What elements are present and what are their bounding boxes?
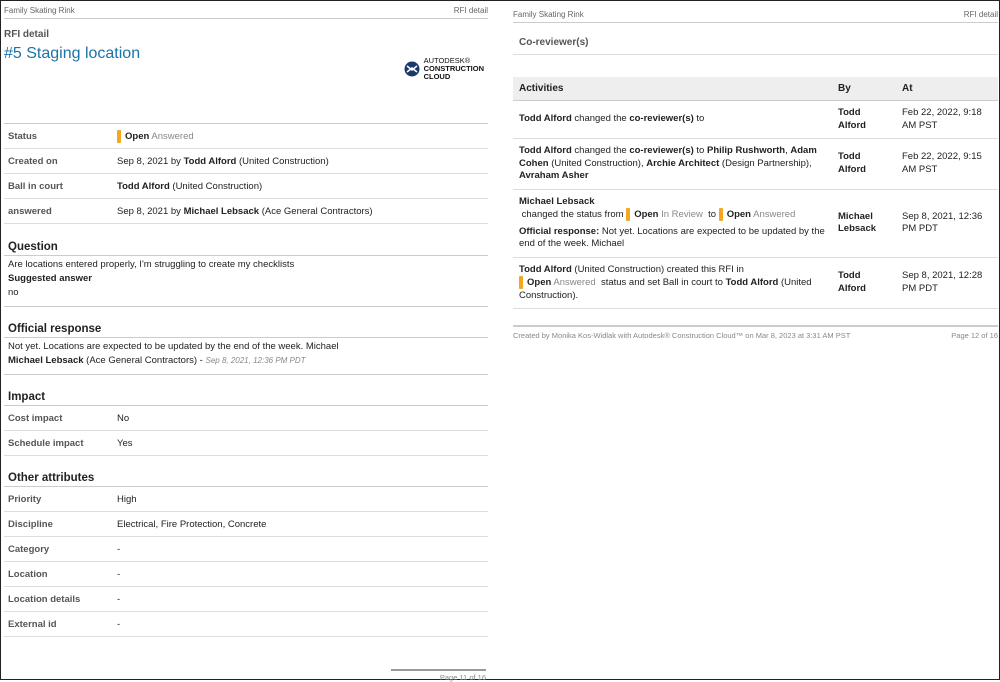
activities-table — [513, 77, 998, 309]
created-value — [113, 149, 488, 174]
official-response-text: Not yet. Locations are expected to be updated by the end of the week. Michael — [8, 341, 339, 352]
attr-row — [4, 612, 488, 637]
answered-row — [4, 199, 488, 224]
attr-row — [4, 487, 488, 512]
co-reviewer-org: (Design Partnership), — [721, 157, 812, 169]
page-header — [4, 2, 488, 19]
activity-to: to — [696, 145, 705, 156]
activity-row — [513, 189, 998, 257]
at-header: At — [896, 77, 998, 101]
attr-value: - — [113, 612, 488, 637]
logo-line-1: AUTODESK® — [423, 56, 471, 65]
to-status-sub: Answered — [753, 209, 796, 221]
created-date: Sep 8, 2021 by — [117, 155, 181, 167]
attr-label: External id — [4, 612, 113, 637]
page-number: Page 12 of 16 — [951, 331, 998, 341]
co-reviewer-name: Adam Cohen — [519, 145, 817, 169]
activity-field: co-reviewer(s) — [629, 113, 694, 125]
rfi-title: #5 Staging location — [4, 45, 141, 62]
page-11 — [4, 2, 488, 682]
created-by: Todd Alford — [183, 155, 237, 167]
cost-impact-value: No — [113, 406, 488, 431]
activity-actor: Michael Lebsack — [519, 195, 595, 207]
attr-row — [4, 562, 488, 587]
attr-label: Location details — [4, 587, 113, 612]
ball-label: Ball in court — [4, 174, 113, 199]
status-subtext: Answered — [553, 277, 596, 289]
activity-field: co-reviewer(s) — [629, 145, 694, 156]
status-value — [113, 124, 488, 149]
suggested-answer-value: no — [8, 287, 19, 298]
activity-verb: changed the status from — [521, 209, 624, 221]
ball-value — [113, 174, 488, 199]
activity-verb: changed the — [574, 113, 627, 125]
status-row — [4, 124, 488, 149]
activity-by: Michael Lebsack — [832, 189, 896, 257]
co-reviewer-org: (United Construction), — [551, 157, 644, 169]
official-response-label: Official response: — [519, 225, 600, 237]
suggested-answer-label: Suggested answer — [8, 273, 92, 284]
status-chip — [719, 208, 723, 221]
official-response-body — [4, 337, 488, 375]
cost-impact-label: Cost impact — [4, 406, 113, 431]
activity-to: to — [708, 209, 717, 221]
created-org: (United Construction) — [238, 155, 329, 167]
attr-label: Location — [4, 562, 113, 587]
project-name: Family Skating Rink — [513, 10, 584, 19]
activity-text — [513, 101, 832, 139]
activity-verb: changed the — [574, 145, 627, 156]
official-response-heading: Official response — [8, 323, 102, 335]
activity-at: Feb 22, 2022, 9:15 AM PST — [896, 139, 998, 190]
attr-value: - — [113, 562, 488, 587]
rfi-label: RFI detail — [4, 29, 50, 40]
status-subtext: Answered — [151, 130, 194, 142]
impact-heading: Impact — [8, 391, 46, 403]
details-table — [4, 123, 488, 224]
answered-by: Michael Lebsack — [183, 205, 260, 217]
autodesk-logo — [404, 57, 484, 81]
activity-row — [513, 257, 998, 309]
by-header: By — [832, 77, 896, 101]
activity-by: Todd Alford — [832, 257, 896, 309]
activity-at: Sep 8, 2021, 12:28 PM PDT — [896, 257, 998, 309]
activity-row — [513, 101, 998, 139]
activity-by: Todd Alford — [832, 101, 896, 139]
schedule-impact-value: Yes — [113, 431, 488, 456]
activity-verb: (United Construction) created this RFI in — [574, 263, 744, 275]
question-text: Are locations entered properly, I'm struggling to create my checklists — [8, 259, 295, 270]
activity-row — [513, 139, 998, 190]
created-row — [4, 149, 488, 174]
status-chip — [626, 208, 630, 221]
created-label: Created on — [4, 149, 113, 174]
activity-text: Todd Alford changed the co-reviewer(s) to Philip Rushworth, Adam Cohen (United Construction), Archie Architect (Design Partnership), Avraham Asher — [513, 139, 832, 190]
co-reviewer-name: Archie Architect — [646, 157, 720, 169]
ball-name: Todd Alford — [117, 180, 170, 192]
impact-table — [4, 405, 488, 456]
activity-actor: Todd Alford — [519, 113, 572, 125]
doc-type: RFI detail — [453, 6, 488, 15]
schedule-impact-label: Schedule impact — [4, 431, 113, 456]
response-org: (Ace General Contractors) - — [86, 355, 203, 366]
activity-to: to — [696, 113, 705, 125]
activity-actor: Todd Alford — [519, 145, 572, 156]
page-12 — [513, 2, 998, 340]
co-reviewers-label: Co-reviewer(s) — [513, 23, 998, 55]
status-chip — [519, 276, 523, 289]
activity-detail: status and set Ball in court to — [600, 277, 723, 289]
question-body — [4, 255, 488, 307]
answered-date: Sep 8, 2021 by — [117, 205, 181, 217]
attr-row — [4, 537, 488, 562]
attr-value: - — [113, 587, 488, 612]
status-chip — [117, 130, 121, 143]
answered-value — [113, 199, 488, 224]
schedule-impact-row — [4, 431, 488, 456]
response-author: Michael Lebsack — [8, 355, 84, 366]
activity-text — [513, 257, 832, 309]
page-header — [513, 6, 998, 23]
activity-by: Todd Alford — [832, 139, 896, 190]
other-attributes-table — [4, 486, 488, 637]
from-status-sub: In Review — [661, 209, 703, 221]
from-status: Open — [634, 209, 659, 221]
ball-org: (United Construction) — [172, 180, 263, 192]
autodesk-logo-icon — [404, 61, 420, 77]
project-name: Family Skating Rink — [4, 6, 75, 15]
attr-row — [4, 512, 488, 537]
attr-label: Discipline — [4, 512, 113, 537]
attr-value: High — [113, 487, 488, 512]
page-footer — [513, 325, 998, 340]
answered-label: answered — [4, 199, 113, 224]
footer-credit: Created by Monika Kos-Widlak with Autodesk® Construction Cloud™ on Mar 8, 2023 at 3:31 AM PST — [513, 331, 851, 341]
ball-name: Todd Alford — [725, 277, 779, 289]
status-text: Open — [125, 130, 150, 142]
official-response-text: Not yet. Locations are expected to be updated by the end of the week. Michael — [519, 225, 825, 250]
answered-org: (Ace General Contractors) — [261, 205, 373, 217]
response-time: Sep 8, 2021, 12:36 PM PDT — [205, 356, 306, 365]
logo-line-3: CLOUD — [423, 72, 451, 81]
doc-type: RFI detail — [963, 10, 998, 19]
attr-value: Electrical, Fire Protection, Concrete — [113, 512, 488, 537]
ball-in-court-row — [4, 174, 488, 199]
cost-impact-row — [4, 406, 488, 431]
official-response-author-line — [8, 354, 484, 368]
logo-line-2: CONSTRUCTION — [423, 64, 484, 73]
activities-header-row — [513, 77, 998, 101]
other-attributes-heading: Other attributes — [8, 472, 95, 484]
activity-actor: Todd Alford — [519, 263, 572, 275]
question-heading: Question — [8, 241, 58, 253]
attr-value: - — [113, 537, 488, 562]
ball-org: (United Construction). — [519, 277, 812, 301]
page-number: Page 11 of 16 — [391, 669, 486, 682]
activity-at: Feb 22, 2022, 9:18 AM PST — [896, 101, 998, 139]
attr-label: Category — [4, 537, 113, 562]
attr-row — [4, 587, 488, 612]
status-text: Open — [527, 277, 552, 289]
co-reviewer-name: Avraham Asher — [519, 170, 589, 181]
activities-header: Activities — [513, 77, 832, 101]
activity-text — [513, 189, 832, 257]
activity-at: Sep 8, 2021, 12:36 PM PDT — [896, 189, 998, 257]
to-status: Open — [726, 209, 751, 221]
attr-label: Priority — [4, 487, 113, 512]
status-label: Status — [4, 124, 113, 149]
co-reviewer-name: Philip Rushworth — [706, 145, 786, 156]
